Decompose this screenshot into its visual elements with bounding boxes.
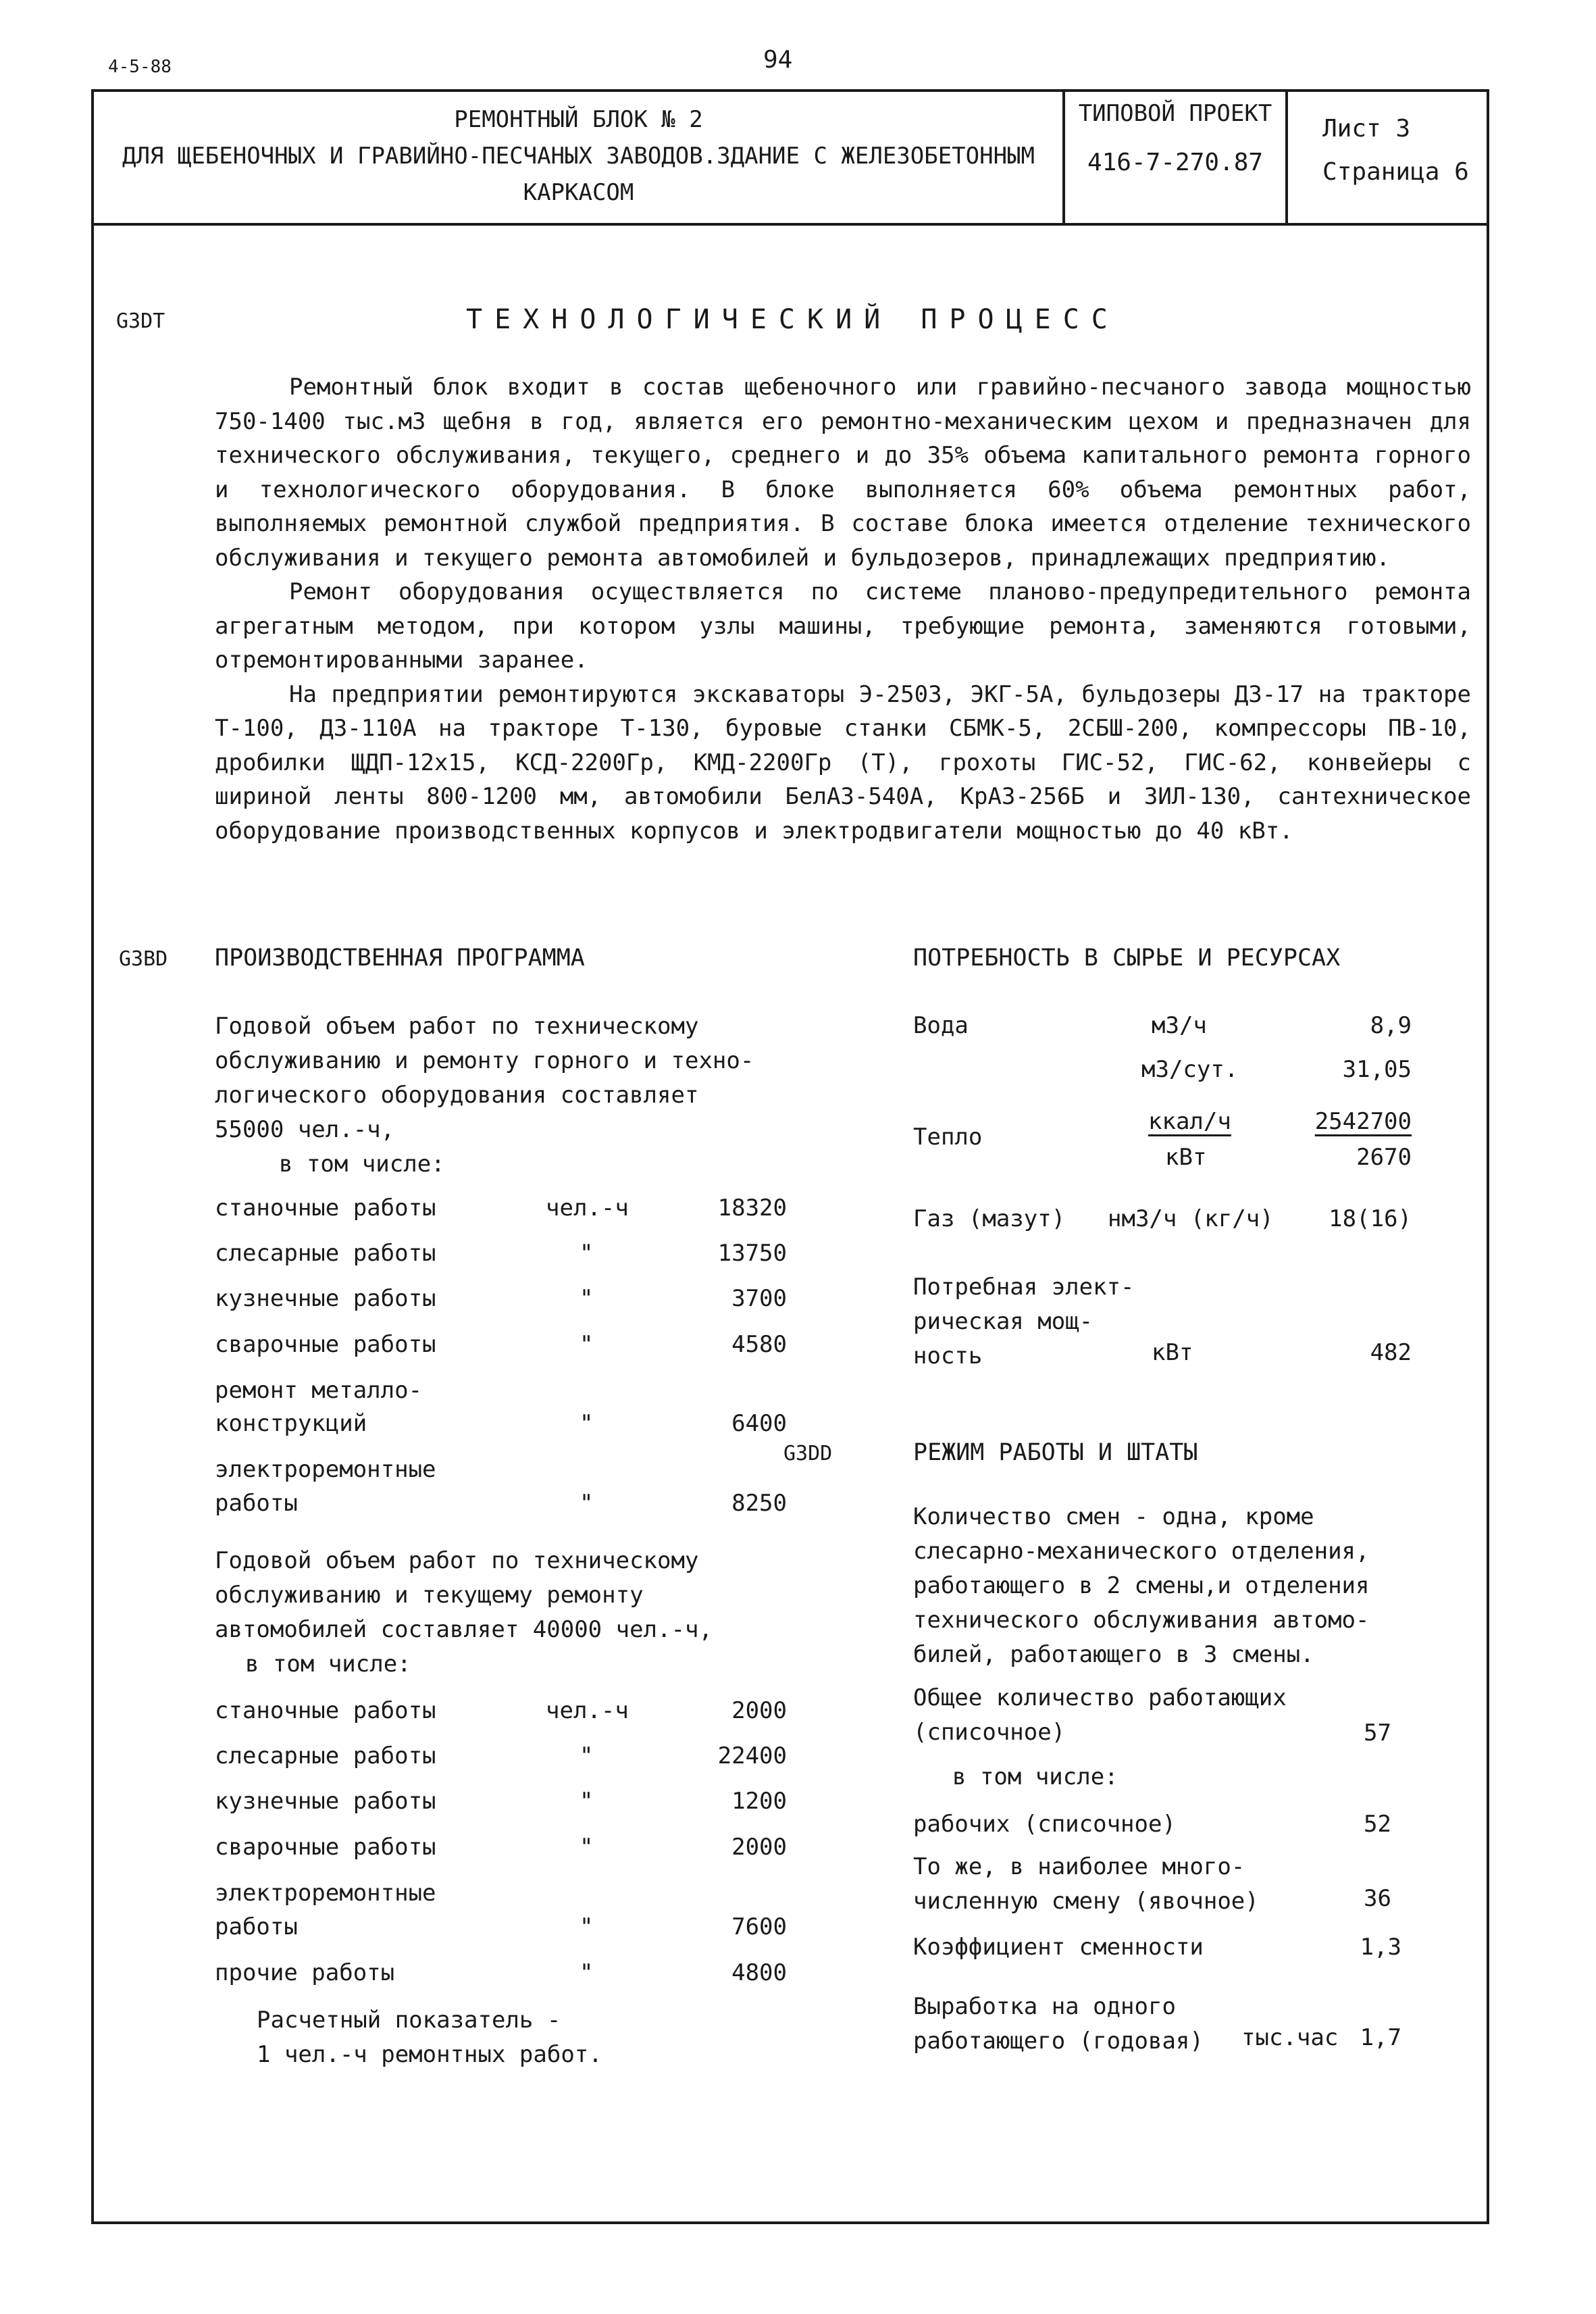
row-label: электроремонтные xyxy=(215,1456,436,1483)
program-intro-2 xyxy=(215,1544,713,1682)
row-label: станочные работы xyxy=(215,1194,436,1222)
row-unit: " xyxy=(580,1490,594,1517)
row-value: 2000 xyxy=(731,1834,787,1861)
heat-value-kw: 2670 xyxy=(1356,1144,1412,1171)
intro2-line: обслуживанию и текущему ремонту xyxy=(215,1582,644,1609)
tech-process-text xyxy=(215,370,1471,848)
shift-coef-value: 1,3 xyxy=(1360,1934,1401,1961)
tech-paragraph-2: Ремонт оборудования осуществляется по системе планово-предупредительного ремонта агрегатным методом, при котором узлы машины, требующие ремонта, заменяются готовыми, отремонтированными заранее. xyxy=(215,578,1471,674)
water-unit-hour: м3/ч xyxy=(1152,1012,1207,1039)
total-staff-line: Общее количество работающих xyxy=(913,1684,1287,1711)
row-label-cont: работы xyxy=(215,1913,298,1940)
shifts-line: технического обслуживания автомо- xyxy=(913,1607,1370,1634)
header-divider xyxy=(91,223,1489,226)
total-staff-value: 57 xyxy=(1364,1719,1391,1746)
row-label: сварочные работы xyxy=(215,1331,436,1358)
row-unit: " xyxy=(580,1742,594,1769)
output-value: 1,7 xyxy=(1360,2024,1401,2051)
total-staff-line: (списочное) xyxy=(913,1719,1066,1746)
intro1-line: в том числе: xyxy=(279,1151,445,1178)
intro1-line: обслуживанию и ремонту горного и техно- xyxy=(215,1047,754,1074)
row-unit: " xyxy=(580,1285,594,1312)
row-label: прочие работы xyxy=(215,1959,395,1986)
row-unit: " xyxy=(580,1788,594,1815)
row-value: 13750 xyxy=(717,1240,787,1267)
header-col-divider-2 xyxy=(1285,89,1288,224)
shifts-line: билей, работающего в 3 смены. xyxy=(913,1641,1314,1668)
shifts-text xyxy=(913,1500,1370,1672)
tech-process-title: ТЕХНОЛОГИЧЕСКИЙ ПРОЦЕСС xyxy=(466,304,1120,335)
tech-paragraph-1: Ремонтный блок входит в состав щебеночного или гравийно-песчаного завода мощностью 750-1400 тыс.м3 щебня в год, является его ремонтно-механическим цехом и предназначен для технического обслуживания, текущего, среднего и до 35% объема капитального ремонта горного и технологического оборудования. В блоке выполняется 60% объема ремонтных работ, выполняемых ремонтной службой предприятия. В составе блока имеется отделение технического обслуживания и текущего ремонта автомобилей и бульдозеров, принадлежащих предприятию. xyxy=(215,374,1471,572)
program-note xyxy=(257,2003,602,2072)
row-label-cont: конструкций xyxy=(215,1410,367,1437)
gas-value: 18(16) xyxy=(1329,1205,1412,1232)
water-value-hour: 8,9 xyxy=(1370,1012,1412,1039)
shifts-line: работающего в 2 смены,и отделения xyxy=(913,1572,1370,1599)
row-unit: " xyxy=(580,1913,594,1940)
max-shift-value: 36 xyxy=(1364,1885,1391,1912)
row-value: 6400 xyxy=(731,1410,787,1437)
tech-paragraph-3: На предприятии ремонтируются экскаваторы Э-2503, ЭКГ-5А, бульдозеры ДЗ-17 на тракторе Т-100, ДЗ-110А на тракторе Т-130, буровые станки СБМК-5, 2СБШ-200, компрессоры ПВ-10, дробилки ЩДП-12х15, КСД-2200Гр, КМД-2200Гр (Т), грохоты ГИС-52, ГИС-62, конвейеры с шириной ленты 800-1200 мм, автомобили БелАЗ-540А, КрАЗ-256Б и ЗИЛ-130, сантехническое оборудование производственных корпусов и электродвигатели мощностью до 40 кВт. xyxy=(215,680,1471,845)
program-title: ПРОИЗВОДСТВЕННАЯ ПРОГРАММА xyxy=(215,945,585,972)
row-label: слесарные работы xyxy=(215,1240,436,1267)
header-title-line2: ДЛЯ ЩЕБЕНОЧНЫХ И ГРАВИЙНО-ПЕСЧАНЫХ ЗАВОДОВ.ЗДАНИЕ С ЖЕЛЕЗОБЕТОННЫМ xyxy=(122,143,1035,170)
gas-unit: нм3/ч (кг/ч) xyxy=(1108,1205,1274,1232)
row-unit: " xyxy=(580,1240,594,1267)
output-line: работающего (годовая) xyxy=(913,2028,1204,2055)
project-label: ТИПОВОЙ ПРОЕКТ xyxy=(1078,100,1272,127)
header-title-line3: КАРКАСОМ xyxy=(523,179,634,206)
tech-process-code: G3DT xyxy=(116,309,165,333)
water-label: Вода xyxy=(913,1012,969,1039)
project-number: 416-7-270.87 xyxy=(1087,149,1264,176)
power-label-line: Потребная элект- xyxy=(913,1274,1135,1301)
power-label-line: ность xyxy=(913,1342,983,1369)
row-value: 2000 xyxy=(731,1697,787,1724)
row-value: 1200 xyxy=(731,1788,787,1815)
row-value: 18320 xyxy=(717,1194,787,1222)
intro1-line: Годовой объем работ по техническому xyxy=(215,1013,699,1040)
max-shift-line: численную смену (явочное) xyxy=(913,1888,1259,1915)
resources-title: ПОТРЕБНОСТЬ В СЫРЬЕ И РЕСУРСАХ xyxy=(913,945,1341,972)
row-label-cont: работы xyxy=(215,1490,298,1517)
row-label: кузнечные работы xyxy=(215,1285,436,1312)
page-label: Страница 6 xyxy=(1322,158,1469,186)
row-label: кузнечные работы xyxy=(215,1788,436,1815)
shift-coef-label: Коэффициент сменности xyxy=(913,1934,1204,1961)
power-label-line: рическая мощ- xyxy=(913,1308,1093,1335)
heat-label: Тепло xyxy=(913,1124,983,1151)
shifts-line: Количество смен - одна, кроме xyxy=(913,1503,1314,1530)
total-staff-label xyxy=(913,1681,1287,1750)
program-code: G3BD xyxy=(119,947,168,971)
row-value: 4580 xyxy=(731,1331,787,1358)
heat-unit-kcal: ккал/ч xyxy=(1148,1108,1231,1135)
row-value: 3700 xyxy=(731,1285,787,1312)
output-label xyxy=(913,1990,1204,2059)
row-unit: " xyxy=(580,1331,594,1358)
output-unit: тыс.час xyxy=(1241,2024,1339,2051)
output-line: Выработка на одного xyxy=(913,1993,1176,2020)
intro2-line: Годовой объем работ по техническому xyxy=(215,1547,699,1574)
page-number: 94 xyxy=(763,46,793,74)
row-label: слесарные работы xyxy=(215,1742,436,1769)
water-unit-day: м3/сут. xyxy=(1141,1056,1239,1083)
max-shift-label xyxy=(913,1850,1259,1919)
power-label xyxy=(913,1270,1135,1374)
note-line: Расчетный показатель - xyxy=(257,2007,561,2034)
header-title-line1: РЕМОНТНЫЙ БЛОК № 2 xyxy=(454,106,703,133)
row-label: станочные работы xyxy=(215,1697,436,1724)
intro1-line: 55000 чел.-ч, xyxy=(215,1116,395,1143)
row-unit: " xyxy=(580,1959,594,1986)
staff-code: G3DD xyxy=(783,1442,833,1465)
row-unit: " xyxy=(580,1410,594,1437)
sheet-number: Лист 3 xyxy=(1322,115,1411,143)
staff-title: РЕЖИМ РАБОТЫ И ШТАТЫ xyxy=(913,1439,1198,1466)
workers-value: 52 xyxy=(1364,1811,1391,1838)
header-title xyxy=(95,101,1062,211)
row-label: ремонт металло- xyxy=(215,1377,423,1404)
row-value: 4800 xyxy=(731,1959,787,1986)
max-shift-line: То же, в наиболее много- xyxy=(913,1853,1245,1880)
gas-label: Газ (мазут) xyxy=(913,1205,1066,1232)
row-label: сварочные работы xyxy=(215,1834,436,1861)
date-stamp: 4-5-88 xyxy=(108,57,172,77)
row-unit: чел.-ч xyxy=(546,1194,629,1222)
program-intro-1 xyxy=(215,1009,754,1182)
row-value: 7600 xyxy=(731,1913,787,1940)
row-unit: " xyxy=(580,1834,594,1861)
note-line: 1 чел.-ч ремонтных работ. xyxy=(257,2041,602,2068)
heat-value-kcal: 2542700 xyxy=(1314,1108,1412,1135)
row-unit: чел.-ч xyxy=(546,1697,629,1724)
intro1-line: логического оборудования составляет xyxy=(215,1082,699,1109)
intro2-line: автомобилей составляет 40000 чел.-ч, xyxy=(215,1616,713,1643)
intro2-line: в том числе: xyxy=(245,1651,411,1678)
power-value: 482 xyxy=(1370,1339,1412,1366)
row-label: электроремонтные xyxy=(215,1880,436,1907)
incl-label: в том числе: xyxy=(952,1763,1118,1790)
power-unit: кВт xyxy=(1152,1339,1193,1366)
water-value-day: 31,05 xyxy=(1342,1056,1412,1083)
row-value: 8250 xyxy=(731,1490,787,1517)
workers-label: рабочих (списочное) xyxy=(913,1811,1176,1838)
row-value: 22400 xyxy=(717,1742,787,1769)
heat-unit-kw: кВт xyxy=(1165,1144,1207,1171)
shifts-line: слесарно-механического отделения, xyxy=(913,1538,1370,1565)
